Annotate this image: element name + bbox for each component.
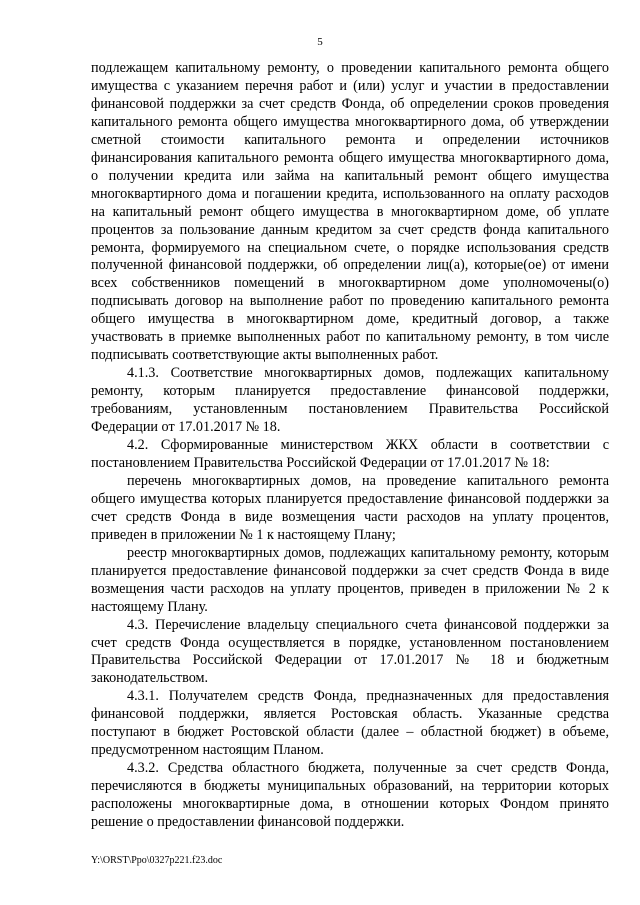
paragraph-4-3-1: 4.3.1. Получателем средств Фонда, предназначенных для предоставления финансовой поддержки, является Ростовская область. Указанные средства поступают в бюджет Ростовской области (далее – областной бюджет) в объеме, предусмотренном настоящим Планом. <box>91 688 609 759</box>
paragraph-4-3-2: 4.3.2. Средства областного бюджета, полученные за счет средств Фонда, перечисляются в бюджеты муниципальных образований, на территории которых расположены многоквартирные дома, в отношении которых Фондом принято решение о предоставлении финансовой поддержки. <box>91 760 609 831</box>
footer-file-path: Y:\ORST\Ppo\0327p221.f23.doc <box>91 855 223 866</box>
document-body <box>91 60 609 832</box>
paragraph-list-houses: перечень многоквартирных домов, на проведение капитального ремонта общего имущества которых планируется предоставление финансовой поддержки за счет средств Фонда в виде возмещения части расходов на уплату процентов, приведен в приложении № 1 к настоящему Плану; <box>91 472 609 543</box>
paragraph-4-3: 4.3. Перечисление владельцу специального счета финансовой поддержки за счет средств Фонда осуществляется в порядке, установленном постановлением Правительства Российской Федерации от 17.01.2017 № 18 и бюджетным законодательством. <box>91 616 609 687</box>
paragraph-registry: реестр многоквартирных домов, подлежащих капитальному ремонту, которым планируется предоставление финансовой поддержки за счет средств Фонда в виде возмещения части расходов на уплату процентов, приведен в приложении № 2 к настоящему Плану. <box>91 544 609 615</box>
paragraph-4-1-3: 4.1.3. Соответствие многоквартирных домов, подлежащих капитальному ремонту, которым планируется предоставление финансовой поддержки, требованиям, установленным постановлением Правительства Российской Федерации от 17.01.2017 № 18. <box>91 365 609 436</box>
paragraph-4-2: 4.2. Сформированные министерством ЖКХ области в соответствии с постановлением Правительства Российской Федерации от 17.01.2017 № 18: <box>91 437 609 471</box>
page-number: 5 <box>317 36 323 48</box>
paragraph-continuation: подлежащем капитальному ремонту, о проведении капитального ремонта общего имущества с указанием перечня работ и (или) услуг и участии в предоставлении финансовой поддержки за счет средств Фонда, об определении сроков проведения капитального ремонта общего имущества многоквартирного дома, об утверждении сметной стоимости капитального ремонта и определении источников финансирования капитального ремонта общего имущества многоквартирного дома, о получении кредита или займа на капитальный ремонт общего имущества многоквартирного дома и погашении кредита, использованного на оплату расходов на капитальный ремонт общего имущества в многоквартирном доме, об уплате процентов за пользование данным кредитом за счет средств фонда капитального ремонта, формируемого на специальном счете, о порядке использования средств полученной финансовой поддержки, об определении лиц(а), которые(ое) от имени всех собственников помещений в многоквартирном доме уполномочены(о) подписывать договор на выполнение работ по проведению капитального ремонта общего имущества в многоквартирном доме, кредитный договор, а также участвовать в приемке выполненных работ по капитальному ремонту, в том числе подписывать соответствующие акты выполненных работ. <box>91 60 609 364</box>
